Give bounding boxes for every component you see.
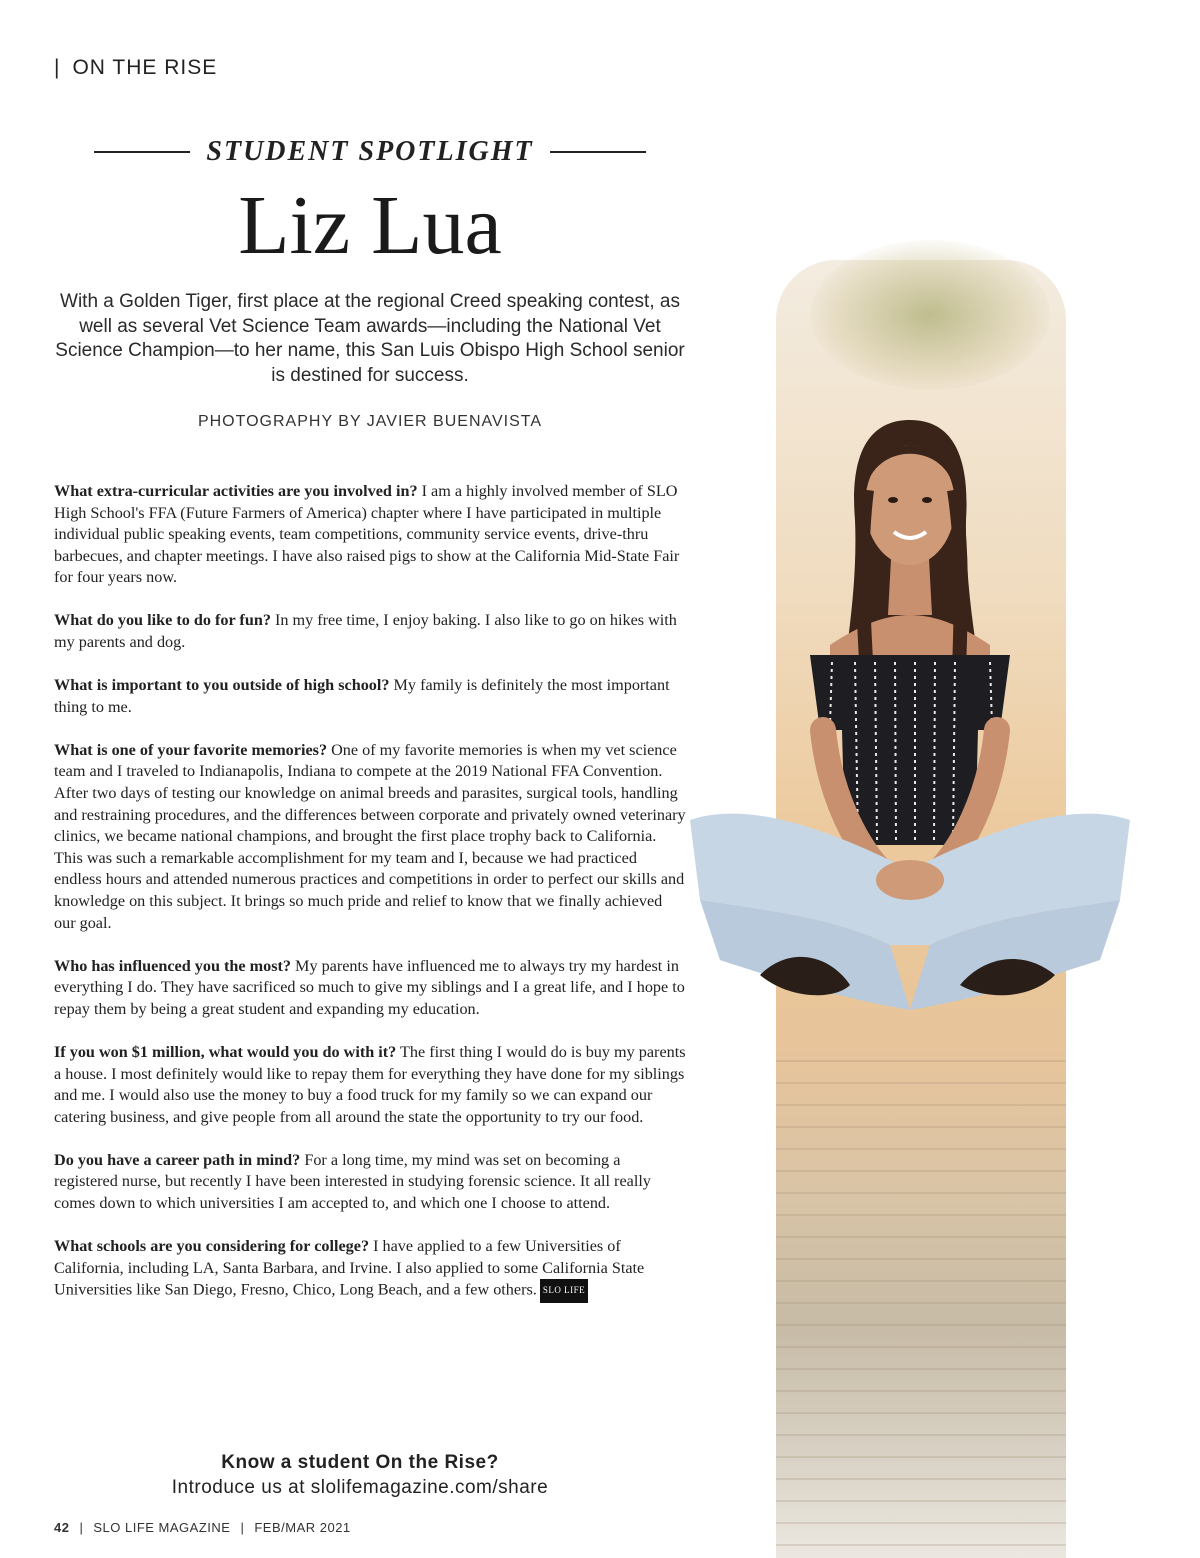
qa-item xyxy=(54,1042,686,1128)
question: Do you have a career path in mind? xyxy=(54,1150,301,1169)
answer: My parents have influenced me to always try my hardest in everything I do. They have sacrificed so much to give my siblings and I a great life, and I hope to repay them by being a great student and expanding my education. xyxy=(54,956,685,1018)
boardwalk xyxy=(776,1060,1066,1558)
qa-item xyxy=(54,740,686,934)
answer: For a long time, my mind was set on becoming a registered nurse, but recently I have been interested in studying forensic science. It all really comes down to which universities I am accepted to, and which one I choose to attend. xyxy=(54,1150,651,1213)
end-mark: SLO LIFE xyxy=(540,1279,588,1303)
qa-item xyxy=(54,956,686,1021)
article-deck: With a Golden Tiger, first place at the regional Creed speaking contest, as well as several Vet Science Team awards—including the National Vet Science Champion—to her name, this San Luis Obispo High School senior is destined for success. xyxy=(55,291,685,386)
qa-item xyxy=(54,1150,686,1215)
kicker xyxy=(94,136,646,168)
photo-credit: PHOTOGRAPHY BY JAVIER BUENAVISTA xyxy=(197,413,543,430)
qa-item xyxy=(54,481,686,589)
question: What schools are you considering for college? xyxy=(54,1237,370,1256)
question: If you won $1 million, what would you do with it? xyxy=(54,1042,397,1061)
qa-item xyxy=(54,1236,686,1303)
article-title: Liz Lua xyxy=(238,179,502,272)
magazine-name: SLO LIFE MAGAZINE xyxy=(93,1520,231,1535)
kicker-rule-left xyxy=(94,151,190,153)
section-name: ON THE RISE xyxy=(72,56,218,79)
cta-link-line[interactable]: Introduce us at slolifemagazine.com/share xyxy=(171,1477,549,1498)
page-footer xyxy=(54,1520,351,1535)
question: What is one of your favorite memories? xyxy=(54,740,328,759)
answer: I have applied to a few Universities of California, including LA, Santa Barbara, and Irvine. I also applied to some California State Universities like San Diego, Fresno, Chico, Long Beach, and a few others. xyxy=(54,1237,645,1299)
student-figure xyxy=(660,400,1140,1060)
qa-item xyxy=(54,610,686,653)
cta-heading: Know a student On the Rise? xyxy=(221,1452,499,1473)
answer: I am a highly involved member of SLO High School's FFA (Future Farmers of America) chapter where I have participated in multiple individual public speaking events, team competitions, community service events, drive-thru barbecues, and chapter meetings. I have also raised pigs to show at the California Mid-State Fair for four years now. xyxy=(54,482,680,587)
qa-item xyxy=(54,675,686,718)
kicker-text: STUDENT SPOTLIGHT xyxy=(206,136,534,167)
question: Who has influenced you the most? xyxy=(54,956,291,975)
footer-divider: | xyxy=(240,1520,245,1535)
portrait-photo xyxy=(660,240,1140,1558)
question: What extra-curricular activities are you involved in? xyxy=(54,482,418,500)
footer-divider: | xyxy=(79,1520,84,1535)
question: What is important to you outside of high school? xyxy=(54,676,390,695)
answer: One of my favorite memories is when my vet science team and I traveled to Indianapolis, Indiana to compete at the 2019 National FFA Convention. After two days of testing our knowledge on animal breeds and parasites, surgical tools, handling and restraining procedures, and the differences between corporate and privately owned veterinary clinics, we became national champions, and brought the first place trophy back to California. This was such a remarkable accomplishment for my team and I, because we had practiced endless hours and attended numerous practices and competitions in order to perfect our skills and knowledge on this subject. It brings so much pride and relief to know that we finally achieved our goal. xyxy=(54,740,686,932)
issue-date: FEB/MAR 2021 xyxy=(254,1520,351,1535)
call-to-action xyxy=(54,1450,666,1500)
answer: My family is definitely the most important thing to me. xyxy=(54,676,670,716)
answer: The first thing I would do is buy my parents a house. I most definitely would like to repay them for everything they have done for my siblings and me. I would also use the money to buy a food truck for my family so we can expand our catering business, and give people from all around the state the opportunity to try our food. xyxy=(54,1042,686,1126)
answer: In my free time, I enjoy baking. I also like to go on hikes with my parents and dog. xyxy=(54,611,677,652)
question: What do you like to do for fun? xyxy=(54,611,271,630)
section-label xyxy=(54,56,217,80)
background-tree xyxy=(810,240,1050,390)
kicker-rule-right xyxy=(550,151,646,153)
qa-body xyxy=(54,481,686,1324)
page-number: 42 xyxy=(54,1520,70,1535)
section-divider: | xyxy=(54,56,61,79)
